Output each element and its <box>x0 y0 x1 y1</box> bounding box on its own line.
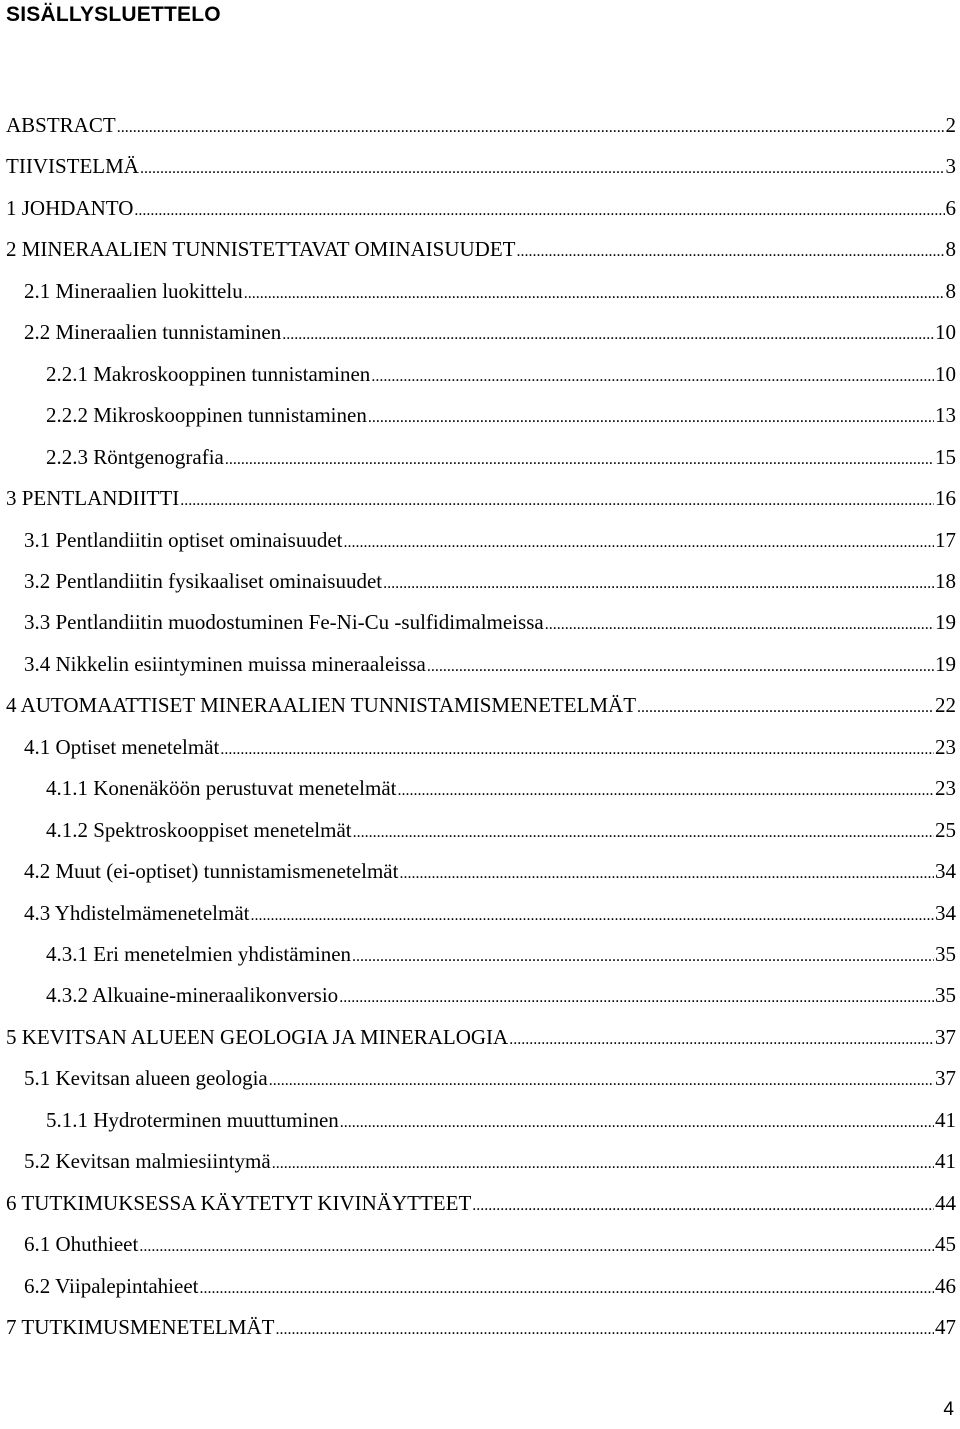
toc-entry-title: 2.1 Mineraalien luokittelu <box>24 278 243 303</box>
toc-dot-leader <box>180 488 934 514</box>
toc-entry[interactable] <box>46 941 956 970</box>
toc-entry-page: 10 <box>935 361 956 386</box>
toc-entry[interactable] <box>46 402 956 431</box>
toc-entry-title: 3.2 Pentlandiitin fysikaaliset ominaisuudet <box>24 568 383 593</box>
toc-dot-leader <box>251 903 935 929</box>
toc-entry[interactable] <box>24 278 956 307</box>
toc-entry-title: 6.1 Ohuthieet <box>24 1232 139 1257</box>
toc-entry-page: 19 <box>935 610 956 635</box>
toc-entry[interactable] <box>46 775 956 804</box>
toc-entry[interactable] <box>24 1231 956 1260</box>
toc-entry-title: 4.1.2 Spektroskooppiset menetelmät <box>46 817 352 842</box>
toc-entry-title: 4.1 Optiset menetelmät <box>24 734 220 759</box>
toc-entry[interactable] <box>24 568 956 597</box>
toc-entry-page: 44 <box>935 1190 956 1215</box>
toc-entry-title: 2.2 Mineraalien tunnistaminen <box>24 320 282 345</box>
toc-entry-page: 34 <box>935 900 956 925</box>
toc-entry-title: 5 KEVITSAN ALUEEN GEOLOGIA JA MINERALOGIA <box>6 1024 509 1049</box>
toc-entry-title: 1 JOHDANTO <box>6 195 134 220</box>
toc-entry-title: 4 AUTOMAATTISET MINERAALIEN TUNNISTAMISMENETELMÄT <box>6 693 637 718</box>
toc-entry-page: 41 <box>935 1149 956 1174</box>
toc-entry-title: 4.3.2 Alkuaine-mineraalikonversio <box>46 983 339 1008</box>
toc-entry[interactable] <box>46 1107 956 1136</box>
toc-entry[interactable] <box>6 692 956 721</box>
toc-entry-title: 2.2.2 Mikroskooppinen tunnistaminen <box>46 403 367 428</box>
toc-entry-title: 5.1 Kevitsan alueen geologia <box>24 1066 268 1091</box>
toc-entry-title: 2 MINERAALIEN TUNNISTETTAVAT OMINAISUUDET <box>6 237 516 262</box>
toc-dot-leader <box>134 198 944 224</box>
toc-entry-title: 4.3 Yhdistelmämenetelmät <box>24 900 250 925</box>
toc-dot-leader <box>352 944 934 970</box>
toc-entry-page: 23 <box>935 734 956 759</box>
toc-entry-title: 4.2 Muut (ei-optiset) tunnistamismenetelmät <box>24 859 399 884</box>
toc-entry[interactable] <box>24 900 956 929</box>
toc-entry-title: TIIVISTELMÄ <box>6 154 139 179</box>
toc-dot-leader <box>545 612 934 638</box>
toc-entry[interactable] <box>24 1148 956 1177</box>
toc-entry-page: 19 <box>935 651 956 676</box>
toc-entry-page: 2 <box>945 113 956 137</box>
toc-entry[interactable] <box>6 236 956 265</box>
toc-dot-leader <box>509 1027 934 1053</box>
toc-entry-title: 5.1.1 Hydroterminen muuttuminen <box>46 1107 339 1132</box>
toc-heading: SISÄLLYSLUETTELO <box>6 3 221 26</box>
toc-dot-leader <box>199 1276 934 1302</box>
toc-dot-leader <box>139 1234 934 1260</box>
toc-entry-title: 2.2.1 Makroskooppinen tunnistaminen <box>46 361 371 386</box>
toc-entry-page: 25 <box>935 817 956 842</box>
toc-dot-leader <box>244 281 945 307</box>
toc-dot-leader <box>282 322 934 348</box>
toc-dot-leader <box>427 654 934 680</box>
toc-entry-page: 47 <box>935 1315 956 1340</box>
toc-entry[interactable] <box>6 153 956 182</box>
toc-dot-leader <box>340 1110 934 1136</box>
toc-entry-title: 6 TUTKIMUKSESSA KÄYTETYT KIVINÄYTTEET <box>6 1190 472 1215</box>
toc-dot-leader <box>398 778 935 804</box>
toc-entry-title: 3 PENTLANDIITTI <box>6 486 180 511</box>
toc-entry-title: 4.1.1 Konenäköön perustuvat menetelmät <box>46 776 397 801</box>
toc-entry-page: 18 <box>935 568 956 593</box>
toc-entry-page: 17 <box>935 527 956 552</box>
toc-dot-leader <box>353 820 934 846</box>
toc-entry[interactable] <box>6 1314 956 1343</box>
toc-dot-leader <box>339 985 934 1011</box>
toc-dot-leader <box>383 571 934 597</box>
toc-entry-page: 34 <box>935 859 956 884</box>
toc-dot-leader <box>220 737 934 763</box>
page-number: 4 <box>943 1399 954 1420</box>
toc-dot-leader <box>637 695 934 721</box>
toc-dot-leader <box>399 861 934 887</box>
toc-entry-title: 3.3 Pentlandiitin muodostuminen Fe-Ni-Cu -sulfidimalmeissa <box>24 610 544 635</box>
toc-entry-title: 6.2 Viipalepintahieet <box>24 1273 199 1298</box>
toc-dot-leader <box>371 364 934 390</box>
toc-dot-leader <box>276 1317 934 1343</box>
toc-entry[interactable] <box>24 1065 956 1094</box>
toc-entry[interactable] <box>24 651 956 680</box>
toc-entry[interactable] <box>46 444 956 473</box>
toc-entry[interactable] <box>24 1273 956 1302</box>
toc-entry[interactable] <box>46 361 956 390</box>
toc-entry-title: 4.3.1 Eri menetelmien yhdistäminen <box>46 942 352 966</box>
toc-entry-title: 7 TUTKIMUSMENETELMÄT <box>6 1315 275 1340</box>
toc-entry-page: 35 <box>935 983 956 1008</box>
toc-dot-leader <box>140 156 945 182</box>
toc-dot-leader <box>272 1151 934 1177</box>
toc-entry[interactable] <box>6 195 956 224</box>
toc-entry-page: 8 <box>945 278 956 303</box>
toc-entry[interactable] <box>46 817 956 846</box>
toc-entry-page: 23 <box>935 776 956 801</box>
toc-entry-page: 16 <box>935 486 956 511</box>
toc-entry[interactable] <box>6 1190 956 1219</box>
toc-entry-page: 10 <box>935 320 956 345</box>
toc-entry[interactable] <box>24 319 956 348</box>
toc-entry-title: 3.1 Pentlandiitin optiset ominaisuudet <box>24 527 343 552</box>
toc-entry-page: 15 <box>935 444 956 469</box>
toc-entry-page: 37 <box>935 1024 956 1049</box>
toc-entry-page: 41 <box>935 1107 956 1132</box>
toc-dot-leader <box>117 115 945 141</box>
toc-entry[interactable] <box>6 1024 956 1053</box>
toc-entry-page: 37 <box>935 1066 956 1091</box>
toc-entry-page: 22 <box>935 693 956 718</box>
toc-dot-leader <box>472 1193 934 1219</box>
toc-entry[interactable] <box>6 112 956 141</box>
toc-entry-page: 45 <box>935 1232 956 1257</box>
toc-dot-leader <box>225 447 934 473</box>
toc-entry-title: ABSTRACT <box>6 113 116 137</box>
toc-entry[interactable] <box>46 982 956 1011</box>
toc-entry-page: 35 <box>935 942 956 966</box>
toc-dot-leader <box>343 530 934 556</box>
toc-entry-page: 13 <box>935 403 956 428</box>
toc-entry[interactable] <box>24 527 956 556</box>
toc-dot-leader <box>368 405 934 431</box>
toc-entry-page: 46 <box>935 1273 956 1298</box>
toc-entry[interactable] <box>24 734 956 763</box>
toc-entry[interactable] <box>6 485 956 514</box>
toc-entry-page: 3 <box>945 154 956 179</box>
toc-entry[interactable] <box>24 858 956 887</box>
toc-entry[interactable] <box>24 609 956 638</box>
toc-entry-title: 2.2.3 Röntgenografia <box>46 444 224 469</box>
toc-entry-page: 8 <box>945 237 956 262</box>
toc-entry-page: 6 <box>945 195 956 220</box>
toc-entry-title: 3.4 Nikkelin esiintyminen muissa mineraaleissa <box>24 651 426 676</box>
toc-dot-leader <box>517 239 945 265</box>
toc-dot-leader <box>269 1068 934 1094</box>
toc-entry-title: 5.2 Kevitsan malmiesiintymä <box>24 1149 271 1174</box>
